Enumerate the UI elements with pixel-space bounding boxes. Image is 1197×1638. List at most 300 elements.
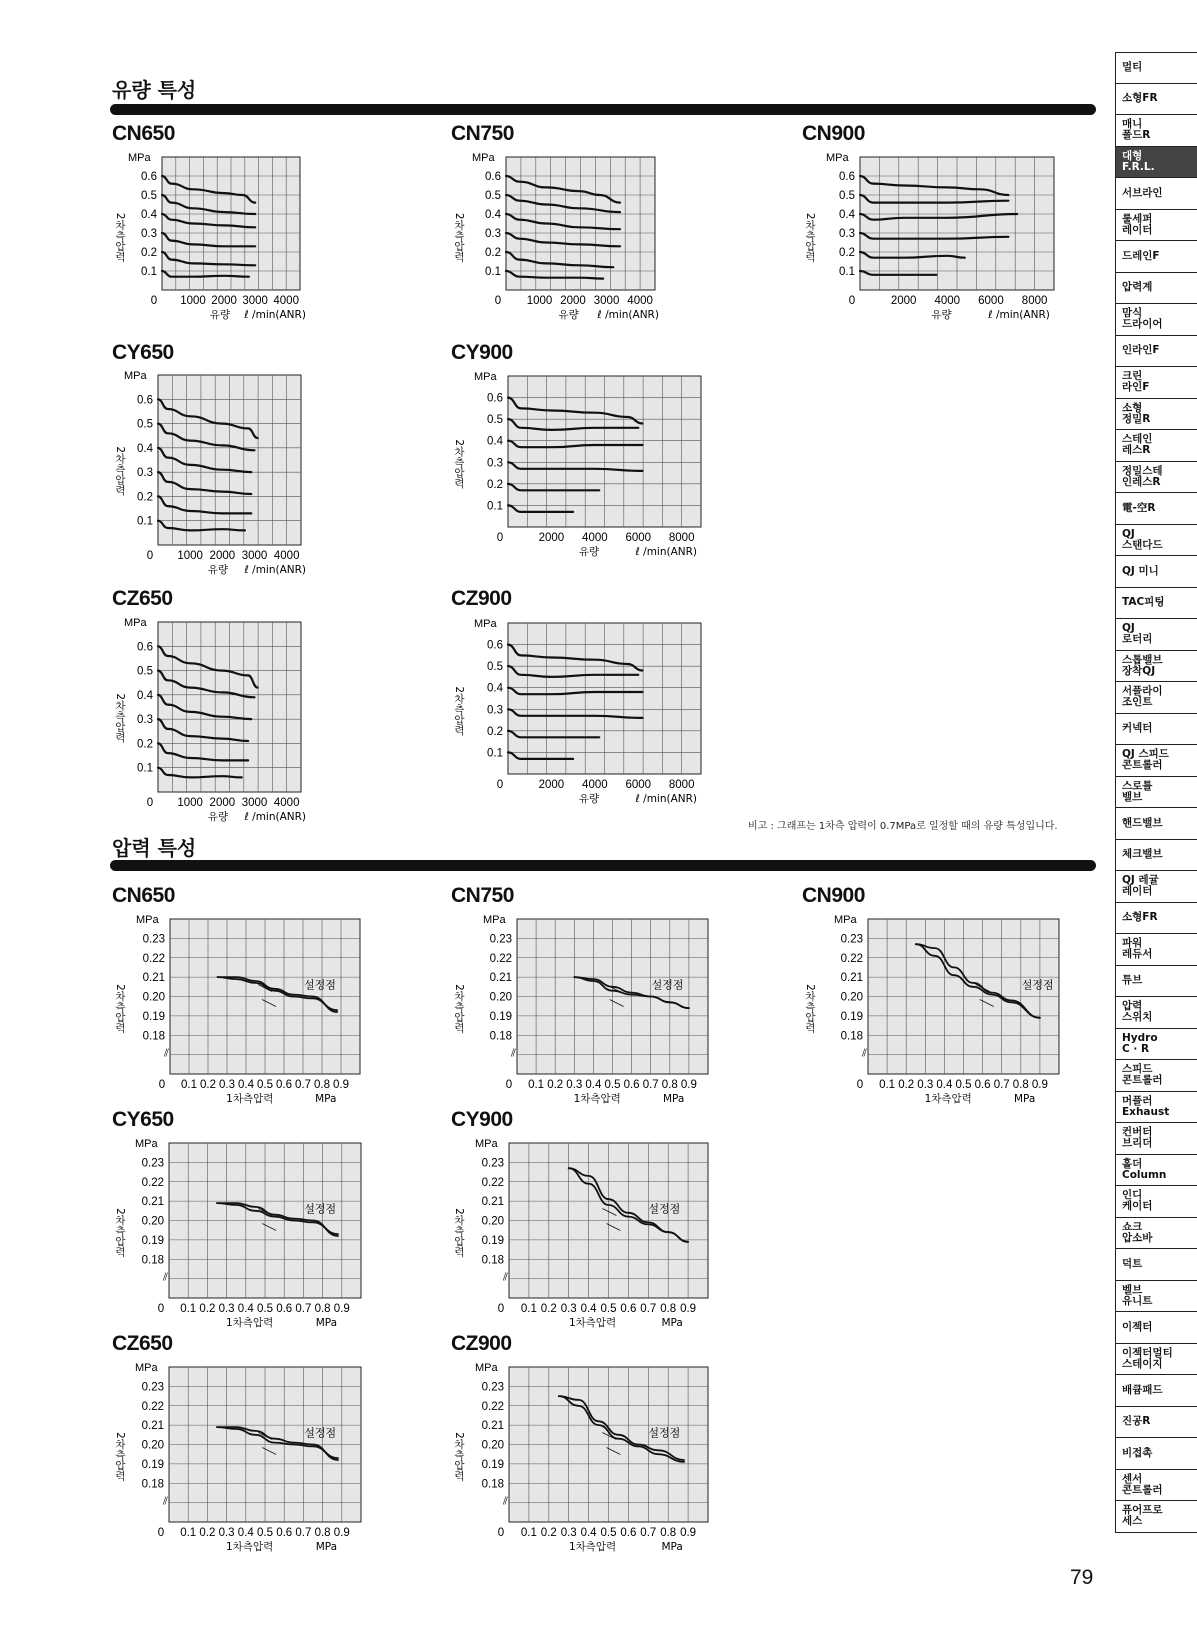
sidebar-item-6[interactable]: 룰세퍼 레이터 — [1115, 210, 1197, 242]
x-tick-label: 2000 — [560, 295, 586, 307]
set-point-label: 설정점 — [1021, 978, 1054, 992]
x-tick-label: 0.9 — [680, 1303, 697, 1315]
y-axis-label: 2차측압력 — [453, 686, 465, 736]
x-tick-label: 8000 — [668, 779, 695, 791]
pressure-cn750-title: CN750 — [451, 884, 514, 907]
x-unit-label: MPa — [661, 1541, 683, 1553]
sidebar-item-20[interactable]: 스톱밸브 장착QJ — [1115, 651, 1197, 683]
y-tick-label: 0.5 — [487, 414, 503, 427]
y-unit-label: MPa — [826, 152, 849, 164]
x-tick-label: 0.1 — [520, 1527, 537, 1539]
y-tick-label: 0.5 — [137, 418, 153, 431]
flow-cz650-title: CZ650 — [112, 587, 173, 610]
x-tick-label: 0.1 — [528, 1079, 545, 1091]
x-unit-label: MPa — [315, 1541, 338, 1553]
y-tick-label: 0.20 — [142, 991, 165, 1004]
y-tick-label: 0.18 — [840, 1030, 863, 1043]
y-tick-label: 0.20 — [481, 1439, 504, 1452]
pressure-cz900-title: CZ900 — [451, 1332, 512, 1355]
x-tick-label: 2000 — [209, 797, 236, 809]
sidebar-item-25[interactable]: 핸드밸브 — [1115, 808, 1197, 840]
y-unit-label: MPa — [475, 1362, 498, 1374]
x-tick-label: 0.4 — [237, 1303, 254, 1315]
x-tick-label: 0.4 — [238, 1079, 254, 1091]
y-tick-label: 0.3 — [137, 714, 153, 727]
sidebar-item-10[interactable]: 인라인F — [1115, 336, 1197, 368]
y-tick-label: 0.6 — [141, 171, 157, 183]
x-tick-label: 0 — [496, 532, 504, 544]
x-unit-label: MPa — [662, 1093, 685, 1105]
y-unit-label: MPa — [136, 914, 159, 926]
x-unit-label: ℓ /min(ANR) — [635, 546, 698, 558]
x-tick-label: 0.8 — [1012, 1079, 1029, 1091]
y-tick-label: 0.18 — [481, 1478, 504, 1491]
y-unit-label: MPa — [475, 1138, 498, 1150]
x-tick-label: 0.3 — [560, 1303, 577, 1315]
sidebar-item-42[interactable]: 이젝터멀티 스테이지 — [1115, 1344, 1197, 1376]
sidebar-item-7[interactable]: 드레인F — [1115, 241, 1197, 273]
y-tick-label: 0.6 — [485, 171, 501, 183]
axis-break-mark: ⫽ — [164, 1046, 169, 1060]
x-tick-label: 2000 — [209, 550, 236, 562]
y-tick-label: 0.23 — [141, 1157, 164, 1170]
pressure-cz650-chart — [112, 1362, 362, 1552]
sidebar-item-12[interactable]: 소형 정밀R — [1115, 399, 1197, 431]
x-tick-label: 0.6 — [620, 1527, 637, 1539]
x-tick-label: 0 — [158, 1079, 166, 1091]
sidebar-item-2[interactable]: 소형FR — [1115, 84, 1197, 116]
x-tick-label: 0 — [505, 1079, 513, 1091]
x-tick-label: 3000 — [241, 550, 268, 562]
y-tick-label: 0.1 — [839, 266, 855, 278]
x-unit-label: ℓ /min(ANR) — [597, 309, 659, 321]
x-tick-label: 0.5 — [257, 1527, 273, 1539]
sidebar-item-11[interactable]: 크린 라인F — [1115, 367, 1197, 399]
y-tick-label: 0.19 — [481, 1458, 504, 1471]
y-axis-label: 2차측압력 — [114, 1208, 126, 1257]
y-tick-label: 0.6 — [137, 641, 153, 654]
x-tick-label: 0.7 — [295, 1303, 312, 1315]
y-tick-label: 0.21 — [481, 1196, 504, 1209]
x-tick-label: 0.9 — [333, 1527, 350, 1539]
sidebar-item-40[interactable]: 벨브 유니트 — [1115, 1281, 1197, 1313]
set-point-label: 설정점 — [304, 1426, 337, 1440]
sidebar-item-36[interactable]: 홀더 Column — [1115, 1155, 1197, 1187]
y-unit-label: MPa — [135, 1138, 158, 1150]
y-unit-label: MPa — [474, 371, 497, 383]
y-tick-label: 0.23 — [142, 933, 165, 946]
x-tick-label: 0 — [856, 1079, 864, 1091]
sidebar-item-1[interactable]: 멀티 — [1115, 52, 1197, 84]
x-tick-label: 0.7 — [640, 1527, 657, 1539]
x-tick-label: 3000 — [241, 797, 268, 809]
y-axis-label: 2차측압력 — [114, 212, 126, 262]
x-unit-label: MPa — [661, 1317, 683, 1329]
x-tick-label: 0.2 — [898, 1079, 915, 1091]
x-tick-label: 0.8 — [314, 1527, 331, 1539]
axis-break-mark: ⫽ — [163, 1494, 168, 1508]
y-unit-label: MPa — [474, 618, 497, 630]
x-tick-label: 4000 — [582, 532, 608, 544]
sidebar-item-28[interactable]: 소형FR — [1115, 903, 1197, 935]
y-axis-label: 2차측압력 — [453, 212, 465, 262]
x-tick-label: 0.8 — [661, 1079, 678, 1091]
x-axis-label: 유량 — [558, 309, 579, 321]
x-tick-label: 0.9 — [680, 1079, 697, 1091]
x-tick-label: 1000 — [177, 797, 203, 809]
sidebar-item-37[interactable]: 인디 케이터 — [1115, 1186, 1197, 1218]
x-tick-label: 0 — [848, 295, 856, 307]
x-unit-label: MPa — [315, 1093, 337, 1105]
y-tick-label: 0.1 — [137, 762, 153, 775]
x-axis-label: 1차측압력 — [226, 1541, 274, 1553]
x-axis-label: 1차측압력 — [568, 1317, 617, 1329]
x-tick-label: 2000 — [890, 295, 917, 307]
y-tick-label: 0.3 — [141, 228, 157, 240]
x-tick-label: 0 — [157, 1527, 165, 1539]
y-tick-label: 0.23 — [481, 1157, 504, 1170]
y-tick-label: 0.23 — [481, 1381, 504, 1394]
pressure-cn650-chart — [112, 914, 360, 1104]
y-tick-label: 0.22 — [142, 952, 165, 965]
x-tick-label: 0.5 — [257, 1303, 273, 1315]
flow-section-title: 유량 특성 — [112, 78, 197, 102]
sidebar-item-17[interactable]: QJ 미니 — [1115, 556, 1197, 588]
y-tick-label: 0.5 — [487, 661, 503, 674]
pressure-cy900-chart — [451, 1138, 709, 1328]
y-tick-label: 0.23 — [141, 1381, 164, 1394]
y-unit-label: MPa — [124, 370, 147, 382]
y-tick-label: 0.2 — [485, 247, 501, 259]
y-tick-label: 0.22 — [840, 952, 863, 965]
x-tick-label: 2000 — [538, 532, 565, 544]
flow-cz900-title: CZ900 — [451, 587, 512, 610]
x-unit-label: ℓ /min(ANR) — [244, 564, 307, 576]
x-tick-label: 0 — [494, 295, 502, 307]
sidebar-item-31[interactable]: 압력 스위치 — [1115, 997, 1197, 1029]
sidebar-item-35[interactable]: 컨버터 브리더 — [1115, 1123, 1197, 1155]
flow-cz650-chart — [112, 617, 312, 822]
x-tick-label: 0.4 — [580, 1303, 597, 1315]
x-tick-label: 4000 — [582, 779, 608, 791]
x-tick-label: 0.9 — [333, 1079, 349, 1091]
x-tick-label: 0 — [146, 797, 154, 809]
y-unit-label: MPa — [483, 914, 506, 926]
sidebar-item-23[interactable]: QJ 스피드 콘트롤러 — [1115, 745, 1197, 777]
x-tick-label: 0.1 — [879, 1079, 896, 1091]
x-tick-label: 4000 — [627, 295, 653, 307]
y-tick-label: 0.1 — [487, 500, 503, 513]
flow-cn650-title: CN650 — [112, 122, 175, 145]
x-axis-label: 유량 — [207, 564, 229, 576]
x-axis-label: 유량 — [931, 309, 952, 321]
x-tick-label: 0.3 — [560, 1527, 577, 1539]
y-tick-label: 0.3 — [487, 457, 503, 470]
flow-cy650-title: CY650 — [112, 341, 174, 364]
sidebar-item-21[interactable]: 서플라이 조인트 — [1115, 682, 1197, 714]
axis-break-mark: ⫽ — [503, 1270, 508, 1284]
x-tick-label: 0.9 — [680, 1527, 697, 1539]
y-tick-label: 0.20 — [141, 1215, 164, 1228]
sidebar-item-32[interactable]: Hydro C · R — [1115, 1029, 1197, 1061]
y-tick-label: 0.22 — [481, 1400, 504, 1413]
set-point-label: 설정점 — [651, 978, 684, 992]
flow-cy650-chart — [112, 370, 312, 575]
sidebar-item-8[interactable]: 압력계 — [1115, 273, 1197, 305]
x-tick-label: 0.6 — [974, 1079, 991, 1091]
x-tick-label: 3000 — [242, 295, 268, 307]
y-tick-label: 0.3 — [485, 228, 501, 240]
sidebar-item-27[interactable]: QJ 레귤 레이터 — [1115, 871, 1197, 903]
y-tick-label: 0.1 — [487, 747, 503, 760]
sidebar-item-4[interactable]: 대형 F.R.L. — [1115, 147, 1197, 179]
y-tick-label: 0.5 — [141, 190, 157, 202]
sidebar-item-29[interactable]: 파워 레듀서 — [1115, 934, 1197, 966]
y-tick-label: 0.18 — [141, 1478, 164, 1491]
x-tick-label: 3000 — [593, 295, 620, 307]
x-unit-label: ℓ /min(ANR) — [635, 793, 698, 805]
x-axis-label: 유량 — [578, 546, 600, 558]
y-tick-label: 0.19 — [142, 1010, 165, 1023]
flow-section-bar — [110, 104, 1096, 115]
x-unit-label: ℓ /min(ANR) — [244, 811, 307, 823]
sidebar — [1115, 52, 1197, 1533]
y-tick-label: 0.1 — [137, 515, 153, 528]
y-tick-label: 0.6 — [487, 639, 503, 652]
y-tick-label: 0.22 — [141, 1400, 164, 1413]
sidebar-item-41[interactable]: 이젝터 — [1115, 1312, 1197, 1344]
sidebar-item-34[interactable]: 머플러 Exhaust — [1115, 1092, 1197, 1124]
x-unit-label: MPa — [1013, 1093, 1036, 1105]
x-axis-label: 1차측압력 — [226, 1093, 274, 1105]
y-tick-label: 0.2 — [137, 491, 153, 504]
sidebar-item-18[interactable]: TAC피팅 — [1115, 588, 1197, 620]
x-tick-label: 0.3 — [917, 1079, 934, 1091]
y-axis-label: 2차측압력 — [804, 212, 816, 262]
sidebar-item-46[interactable]: 센서 콘트롤러 — [1115, 1470, 1197, 1502]
sidebar-item-5[interactable]: 서브라인 — [1115, 178, 1197, 210]
sidebar-item-15[interactable]: 電-空R — [1115, 493, 1197, 525]
x-tick-label: 1000 — [180, 295, 206, 307]
y-unit-label: MPa — [834, 914, 857, 926]
y-tick-label: 0.21 — [481, 1420, 504, 1433]
x-axis-label: 유량 — [207, 811, 229, 823]
sidebar-item-39[interactable]: 덕트 — [1115, 1249, 1197, 1281]
x-tick-label: 0.9 — [333, 1303, 350, 1315]
x-tick-label: 0.7 — [640, 1303, 657, 1315]
flow-cy900-chart — [451, 370, 706, 558]
x-tick-label: 0 — [146, 550, 154, 562]
x-tick-label: 6000 — [625, 532, 652, 544]
x-tick-label: 0.9 — [1031, 1079, 1048, 1091]
x-axis-label: 1차측압력 — [568, 1541, 617, 1553]
x-tick-label: 0.4 — [936, 1079, 953, 1091]
y-tick-label: 0.4 — [137, 442, 153, 455]
y-tick-label: 0.19 — [481, 1234, 504, 1247]
sidebar-item-9[interactable]: 맘식 드라이어 — [1115, 304, 1197, 336]
x-tick-label: 0.2 — [199, 1527, 216, 1539]
y-tick-label: 0.19 — [141, 1234, 164, 1247]
x-tick-label: 0.3 — [218, 1527, 235, 1539]
axis-break-mark: ⫽ — [503, 1494, 508, 1508]
y-tick-label: 0.6 — [839, 171, 855, 183]
flow-cn900-title: CN900 — [802, 122, 865, 145]
x-tick-label: 0 — [497, 1303, 505, 1315]
y-axis-label: 2차측압력 — [453, 439, 465, 489]
pressure-cy900-title: CY900 — [451, 1108, 513, 1131]
y-tick-label: 0.20 — [489, 991, 512, 1004]
y-tick-label: 0.23 — [489, 933, 512, 946]
x-tick-label: 1000 — [177, 550, 203, 562]
x-tick-label: 0.1 — [181, 1079, 197, 1091]
sidebar-item-38[interactable]: 쇼크 압소바 — [1115, 1218, 1197, 1250]
x-tick-label: 0.5 — [257, 1079, 273, 1091]
y-tick-label: 0.20 — [840, 991, 863, 1004]
y-tick-label: 0.18 — [142, 1030, 165, 1043]
set-point-label: 설정점 — [648, 1202, 681, 1216]
y-tick-label: 0.4 — [839, 209, 855, 221]
y-tick-label: 0.4 — [485, 209, 501, 221]
sidebar-item-3[interactable]: 매니 폴드R — [1115, 115, 1197, 147]
y-tick-label: 0.22 — [141, 1176, 164, 1189]
x-tick-label: 4000 — [273, 295, 299, 307]
x-tick-label: 6000 — [625, 779, 652, 791]
sidebar-item-33[interactable]: 스피드 콘트롤러 — [1115, 1060, 1197, 1092]
y-tick-label: 0.5 — [485, 190, 501, 202]
y-tick-label: 0.3 — [137, 467, 153, 480]
y-tick-label: 0.20 — [481, 1215, 504, 1228]
x-tick-label: 0.1 — [180, 1303, 197, 1315]
sidebar-item-30[interactable]: 튜브 — [1115, 966, 1197, 998]
y-unit-label: MPa — [472, 152, 495, 164]
y-axis-label: 2차측압력 — [114, 1432, 126, 1481]
x-axis-label: 1차측압력 — [226, 1317, 274, 1329]
y-tick-label: 0.22 — [481, 1176, 504, 1189]
y-tick-label: 0.21 — [840, 972, 863, 985]
pressure-cn900-chart — [802, 914, 1060, 1104]
pressure-section-title: 압력 특성 — [112, 836, 197, 860]
sidebar-item-22[interactable]: 커넥터 — [1115, 714, 1197, 746]
axis-break-mark: ⫽ — [163, 1270, 168, 1284]
y-tick-label: 0.5 — [137, 665, 153, 678]
sidebar-item-44[interactable]: 진공R — [1115, 1407, 1197, 1439]
x-tick-label: 0 — [496, 779, 504, 791]
x-tick-label: 0.3 — [219, 1079, 235, 1091]
flow-cn750-title: CN750 — [451, 122, 514, 145]
x-tick-label: 0.6 — [276, 1303, 293, 1315]
page-number: 79 — [1070, 1566, 1094, 1589]
y-tick-label: 0.4 — [487, 682, 503, 695]
x-tick-label: 0.5 — [604, 1079, 621, 1091]
sidebar-item-16[interactable]: QJ 스탠다드 — [1115, 525, 1197, 557]
x-tick-label: 0.4 — [580, 1527, 597, 1539]
sidebar-item-19[interactable]: QJ 로터리 — [1115, 619, 1197, 651]
x-tick-label: 0.2 — [540, 1303, 557, 1315]
x-tick-label: 0.1 — [180, 1527, 197, 1539]
y-axis-label: 2차측압력 — [114, 446, 126, 496]
y-axis-label: 2차측압력 — [114, 693, 126, 743]
y-tick-label: 0.21 — [142, 972, 165, 985]
y-tick-label: 0.21 — [141, 1196, 164, 1209]
y-tick-label: 0.18 — [141, 1254, 164, 1267]
x-tick-label: 0.4 — [585, 1079, 602, 1091]
x-tick-label: 0.5 — [600, 1303, 617, 1315]
pressure-cn650-title: CN650 — [112, 884, 175, 907]
x-tick-label: 0.1 — [520, 1303, 537, 1315]
x-axis-label: 유량 — [209, 309, 231, 321]
x-tick-label: 0.5 — [600, 1527, 617, 1539]
y-tick-label: 0.4 — [141, 209, 157, 221]
x-tick-label: 0.7 — [295, 1527, 312, 1539]
x-tick-label: 0 — [157, 1303, 165, 1315]
y-tick-label: 0.1 — [485, 266, 501, 278]
sidebar-item-26[interactable]: 체크밸브 — [1115, 840, 1197, 872]
x-tick-label: 2000 — [538, 779, 565, 791]
x-tick-label: 0.2 — [540, 1527, 557, 1539]
x-axis-label: 1차측압력 — [924, 1093, 972, 1105]
y-axis-label: 2차측압력 — [114, 984, 126, 1033]
pressure-cy650-title: CY650 — [112, 1108, 174, 1131]
y-unit-label: MPa — [124, 617, 147, 629]
y-tick-label: 0.3 — [839, 228, 855, 240]
pressure-cz900-chart — [451, 1362, 709, 1552]
x-axis-label: 1차측압력 — [573, 1093, 621, 1105]
x-tick-label: 0 — [150, 295, 158, 307]
sidebar-item-47[interactable]: 퓨어프로 세스 — [1115, 1501, 1197, 1533]
sidebar-item-45[interactable]: 비접촉 — [1115, 1438, 1197, 1470]
x-tick-label: 0.2 — [199, 1303, 216, 1315]
y-tick-label: 0.2 — [137, 738, 153, 751]
sidebar-item-24[interactable]: 스로틀 밸브 — [1115, 777, 1197, 809]
x-tick-label: 8000 — [668, 532, 695, 544]
x-tick-label: 6000 — [978, 295, 1004, 307]
x-tick-label: 1000 — [526, 295, 553, 307]
y-tick-label: 0.19 — [840, 1010, 863, 1023]
y-tick-label: 0.23 — [840, 933, 863, 946]
x-tick-label: 0.7 — [642, 1079, 659, 1091]
y-tick-label: 0.6 — [487, 392, 503, 405]
x-tick-label: 8000 — [1021, 295, 1048, 307]
flow-cn650-chart — [112, 152, 312, 321]
x-tick-label: 0.2 — [547, 1079, 564, 1091]
sidebar-item-14[interactable]: 정밀스테 인레스R — [1115, 462, 1197, 494]
y-tick-label: 0.19 — [489, 1010, 512, 1023]
x-tick-label: 0.6 — [276, 1527, 293, 1539]
x-tick-label: 0.6 — [620, 1303, 637, 1315]
y-tick-label: 0.2 — [839, 247, 855, 259]
y-tick-label: 0.21 — [489, 972, 512, 985]
y-axis-label: 2차측압력 — [453, 1208, 465, 1257]
flow-cz900-chart — [451, 617, 706, 805]
x-tick-label: 2000 — [211, 295, 237, 307]
y-tick-label: 0.22 — [489, 952, 512, 965]
x-tick-label: 0 — [497, 1527, 505, 1539]
x-tick-label: 4000 — [934, 295, 961, 307]
sidebar-item-43[interactable]: 배큠패드 — [1115, 1375, 1197, 1407]
x-unit-label: ℓ /min(ANR) — [988, 309, 1050, 321]
pressure-cy650-chart — [112, 1138, 362, 1328]
pressure-section-bar — [110, 860, 1096, 871]
set-point-label: 설정점 — [648, 1426, 681, 1440]
flow-cy900-title: CY900 — [451, 341, 513, 364]
x-unit-label: MPa — [315, 1317, 338, 1329]
y-unit-label: MPa — [128, 152, 151, 164]
x-tick-label: 4000 — [273, 797, 300, 809]
y-tick-label: 0.5 — [839, 190, 855, 202]
y-tick-label: 0.18 — [489, 1030, 512, 1043]
sidebar-item-13[interactable]: 스테인 레스R — [1115, 430, 1197, 462]
y-unit-label: MPa — [135, 1362, 158, 1374]
